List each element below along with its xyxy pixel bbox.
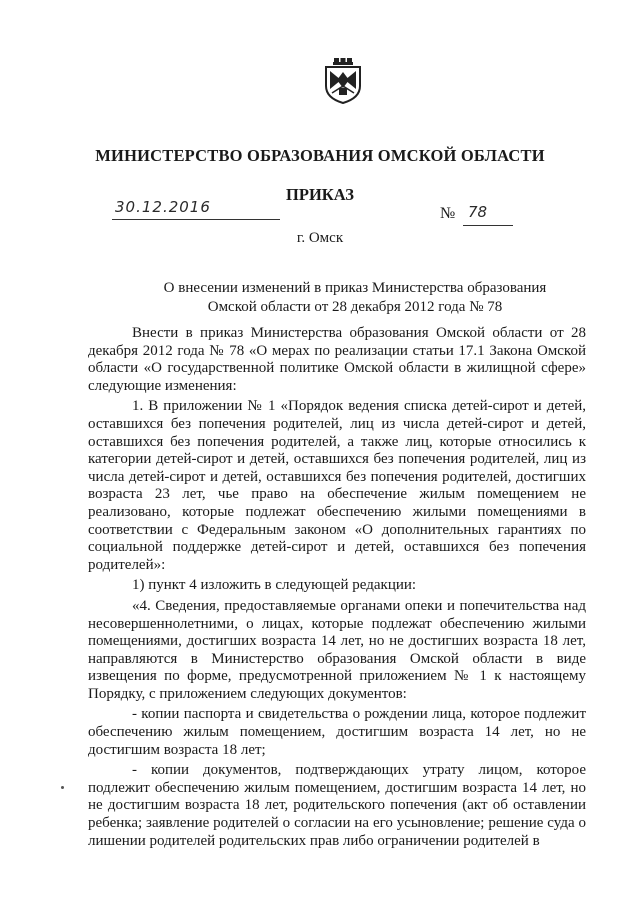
paragraph-list-documents: - копии документов, подтверждающих утрату лицом, которое подлежит обеспечению жилым помещением, достигшим возраста 14 лет, но не достигшим возраста 18 лет, родительского попечения (акт об оставлении ребенка; заявление родителей о согласии на его усыновление; решение суда о лишении родителей родительских прав либо ограничении родителей в (88, 762, 586, 849)
ministry-name: МИНИСТЕРСТВО ОБРАЗОВАНИЯ ОМСКОЙ ОБЛАСТИ (95, 146, 545, 165)
paragraph-list-passport: - копии паспорта и свидетельства о рождении лица, которое подлежит обеспечению жилым помещением, достигшим возраста 14 лет, но не достигшим возраста 18 лет; (88, 706, 586, 758)
date-underline (112, 219, 280, 220)
order-subject (150, 279, 560, 317)
paragraph-item-1: 1. В приложении № 1 «Порядок ведения списка детей-сирот и детей, оставшихся без попечения родителей, лиц из числа детей-сирот и детей, оставшихся без попечения родителей, а также лиц, которые относились к категории детей-сирот и детей, оставшихся без попечения родителей, лиц из числа детей-сирот и детей, оставшихся без попечения родителей, достигших возраста 23 лет, чье право на обеспечение жилым помещением не реализовано, которые подлежат обеспечению жилыми помещениями в соответствии с Федеральным законом «О дополнительных гарантиях по социальной поддержке детей-сирот и детей, оставшихся без попечения родителей»: (88, 398, 586, 573)
coat-of-arms-emblem (323, 58, 363, 104)
order-number-sign: № (440, 205, 456, 222)
order-number-handwritten: 78 (468, 203, 488, 221)
subject-line-2: Омской области от 28 декабря 2012 года № 78 (207, 299, 503, 315)
paragraph-intro: Внести в приказ Министерства образования Омской области от 28 декабря 2012 года № 78 «О мерах по реализации статьи 17.1 Закона Омской области «О государственной политике Омской области в жилищной сфере» следующие изменения: (88, 325, 586, 394)
city-name: г. Омск (296, 230, 344, 246)
subject-line-1: О внесении изменений в приказ Министерства образования (163, 280, 547, 296)
order-title: ПРИКАЗ (286, 185, 354, 204)
paragraph-point-4: «4. Сведения, предоставляемые органами опеки и попечительства над несовершеннолетними, о лицах, которые подлежат обеспечению жилыми помещениями, достигших возраста 14 лет, но не достигших возраста 18 лет, направляются в Министерство образования Омской области в виде извещения по форме, предусмотренной приложением № 1 к настоящему Порядку, с приложением следующих документов: (88, 597, 586, 702)
order-date-handwritten: 30.12.2016 (115, 198, 211, 216)
order-body (88, 325, 586, 853)
margin-mark (61, 786, 64, 789)
number-underline (463, 225, 513, 226)
paragraph-subitem-1: 1) пункт 4 изложить в следующей редакции: (132, 577, 417, 594)
